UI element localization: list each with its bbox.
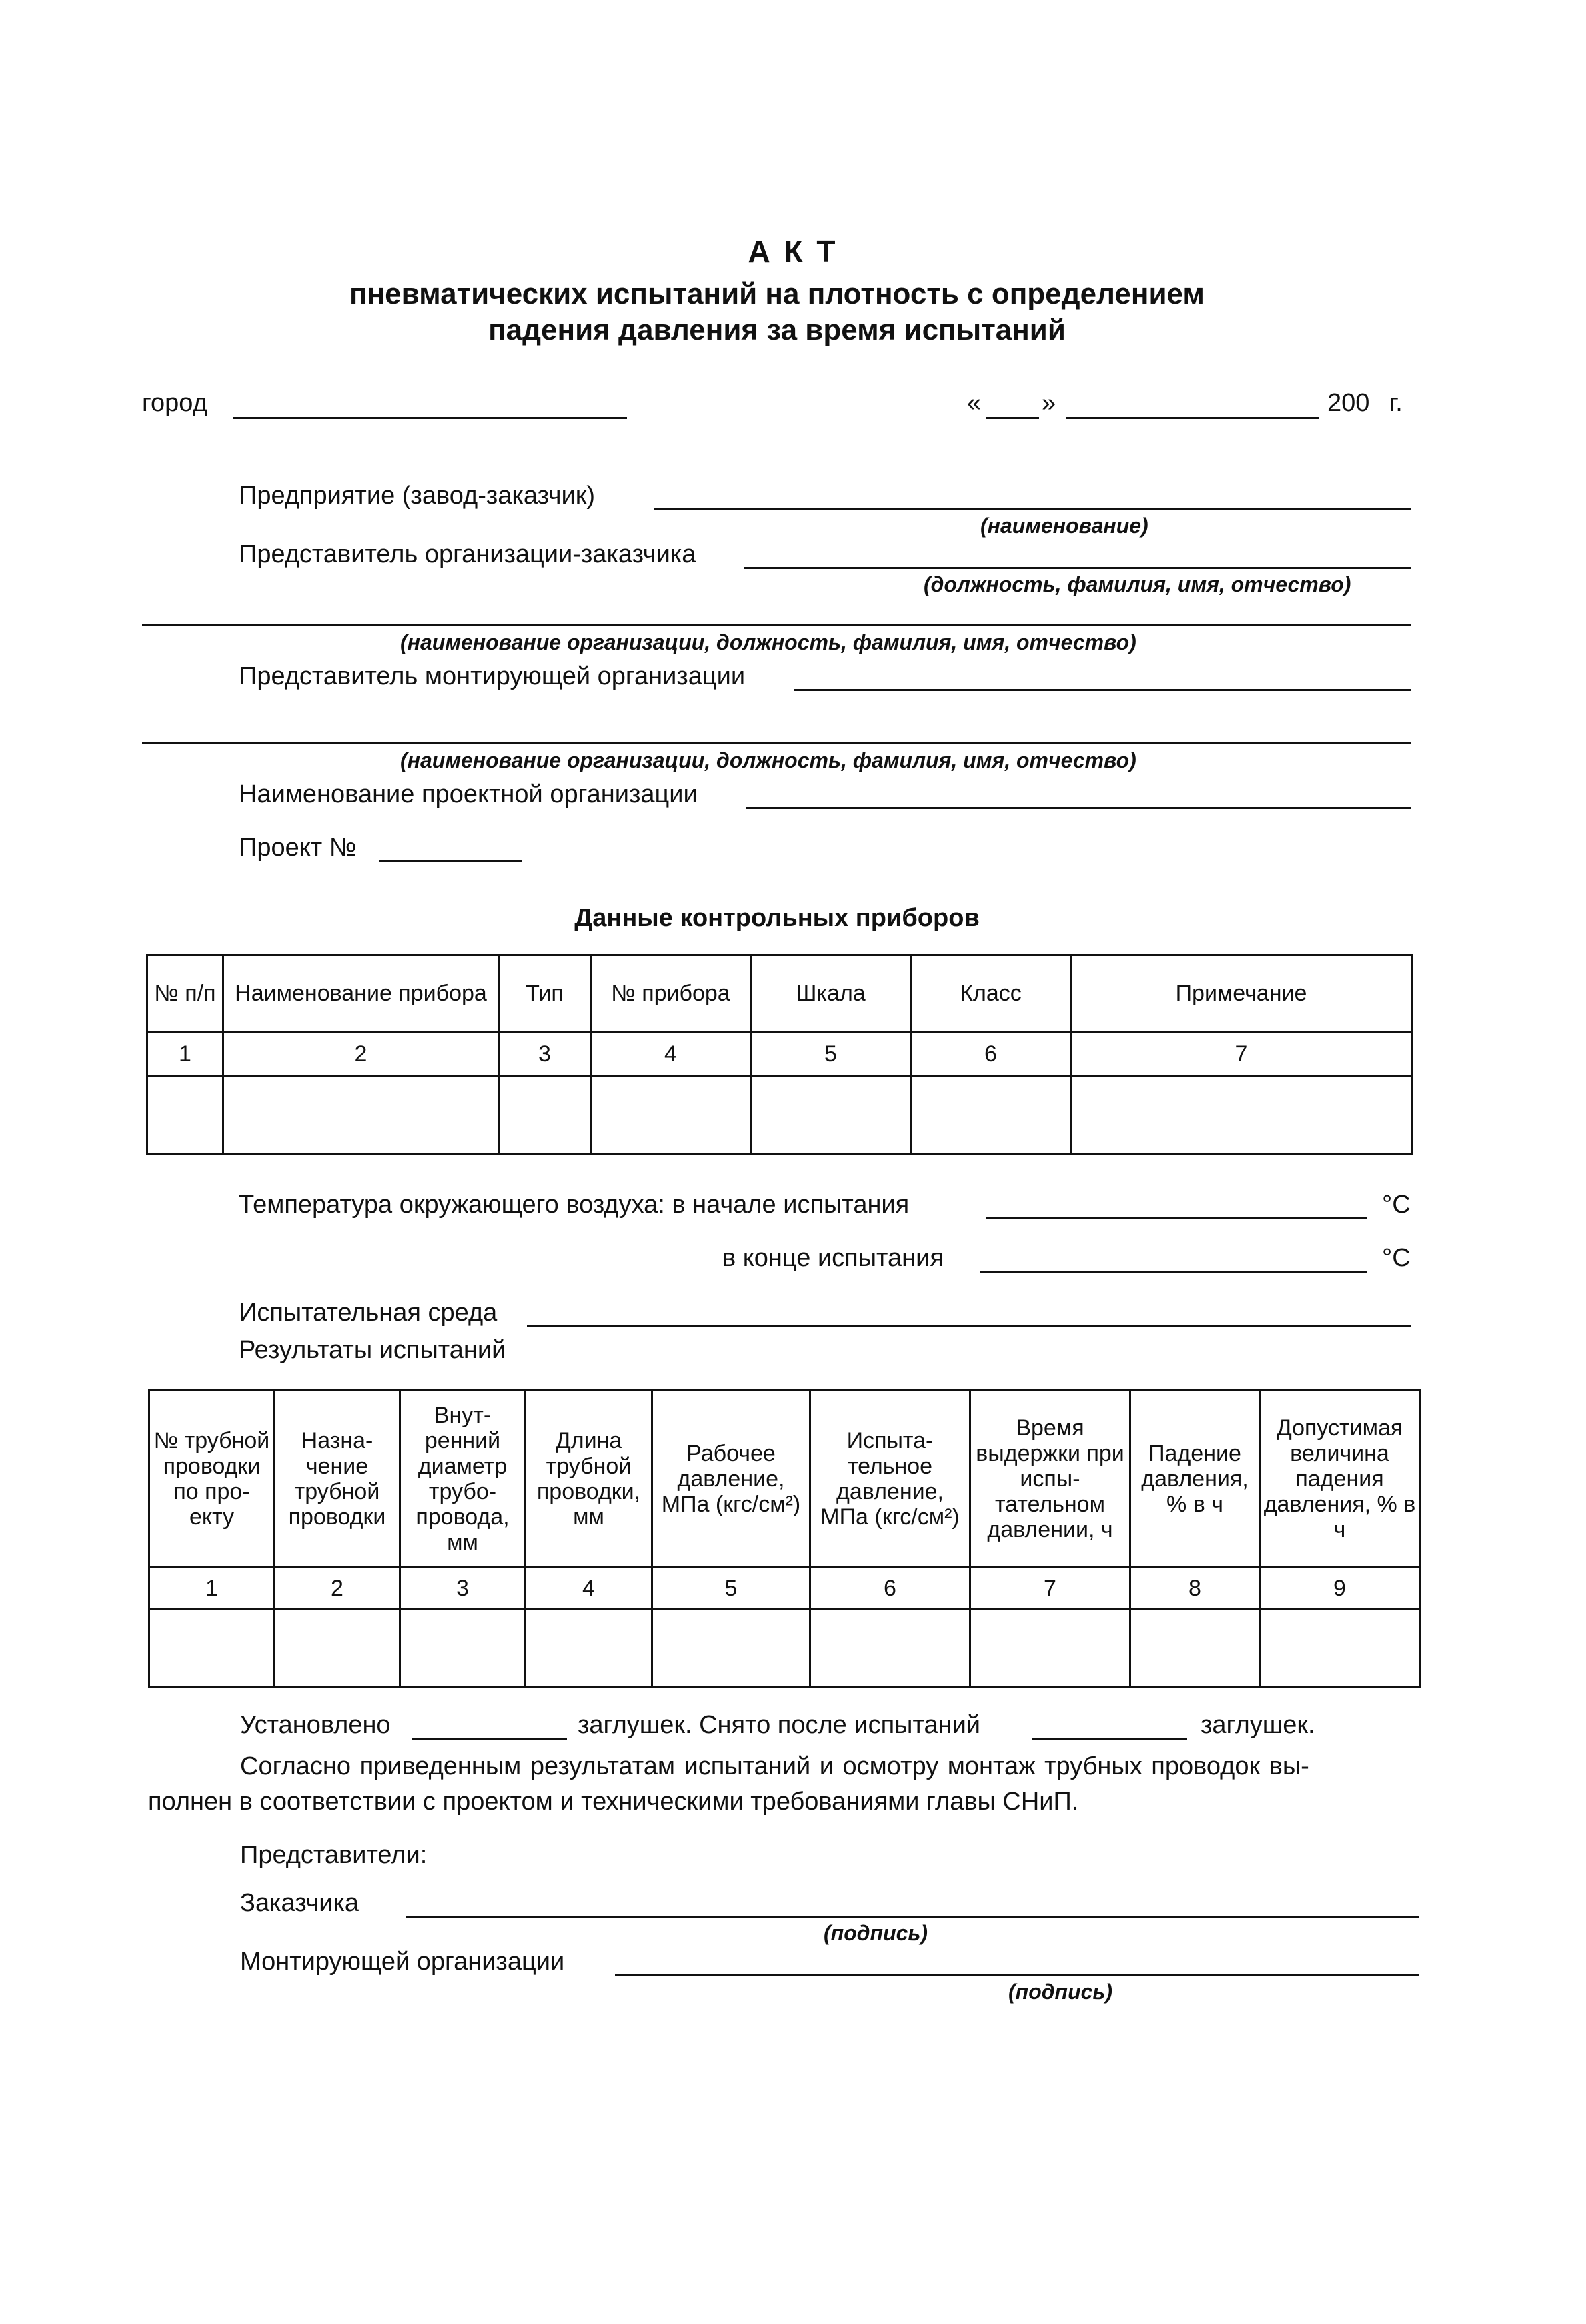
installer-signature-caption: (подпись) xyxy=(1008,1980,1113,2004)
results-empty-cell[interactable] xyxy=(526,1609,652,1688)
results-empty-cell[interactable] xyxy=(810,1609,970,1688)
temp-start-unit: °С xyxy=(1382,1191,1411,1219)
results-number-cell: 6 xyxy=(810,1568,970,1609)
plugs-removed-label: заглушек. Снято после испытаний xyxy=(578,1711,981,1739)
project-number-field[interactable] xyxy=(379,860,522,862)
results-header-cell: Рабочее давление, МПа (кгс/см²) xyxy=(652,1391,810,1568)
date-month-field[interactable] xyxy=(1066,417,1319,419)
customer-rep-label: Представитель организации-заказчика xyxy=(239,540,696,568)
customer-org-field[interactable] xyxy=(142,624,1411,626)
instruments-empty-cell[interactable] xyxy=(911,1076,1071,1154)
instruments-empty-cell[interactable] xyxy=(223,1076,499,1154)
results-label: Результаты испытаний xyxy=(239,1336,506,1364)
results-empty-row[interactable] xyxy=(149,1609,1420,1688)
instruments-header-row xyxy=(147,955,1412,1032)
results-header-row xyxy=(149,1391,1420,1568)
removed-plugs-field[interactable] xyxy=(1032,1738,1187,1740)
results-number-cell: 9 xyxy=(1260,1568,1420,1609)
temp-end-unit: °С xyxy=(1382,1244,1411,1272)
results-header-cell: Испыта-тельное давление, МПа (кгс/см²) xyxy=(810,1391,970,1568)
installer-rep-label: Представитель монтирующей организации xyxy=(239,662,746,690)
design-org-field[interactable] xyxy=(746,807,1411,809)
customer-signature-caption: (подпись) xyxy=(824,1921,928,1945)
customer-signature-label: Заказчика xyxy=(240,1889,359,1917)
instruments-number-row xyxy=(147,1032,1412,1076)
temp-end-field[interactable] xyxy=(980,1271,1367,1273)
instruments-empty-row[interactable] xyxy=(147,1076,1412,1154)
results-number-cell: 2 xyxy=(275,1568,400,1609)
instruments-empty-cell[interactable] xyxy=(591,1076,751,1154)
installer-signature-field[interactable] xyxy=(615,1974,1419,1976)
results-table xyxy=(148,1389,1421,1688)
results-empty-cell[interactable] xyxy=(652,1609,810,1688)
instruments-number-cell: 4 xyxy=(591,1032,751,1076)
instruments-number-cell: 1 xyxy=(147,1032,223,1076)
results-number-cell: 1 xyxy=(149,1568,275,1609)
conclusion-line1: Согласно приведенным результатам испытаний и осмотру монтаж трубных проводок вы- xyxy=(240,1752,1309,1780)
instruments-title: Данные контрольных приборов xyxy=(574,904,980,932)
instruments-header-cell: Примечание xyxy=(1071,955,1412,1032)
instruments-empty-cell[interactable] xyxy=(1071,1076,1412,1154)
enterprise-caption: (наименование) xyxy=(980,514,1148,538)
results-number-cell: 8 xyxy=(1130,1568,1260,1609)
conclusion-line2: полнен в соответствии с проектом и техническими требованиями главы СНиП. xyxy=(148,1788,1079,1816)
instruments-empty-cell[interactable] xyxy=(751,1076,911,1154)
results-header-cell: Падение давления, % в ч xyxy=(1130,1391,1260,1568)
results-header-cell: Время выдержки при испы-тательном давлении, ч xyxy=(970,1391,1130,1568)
results-empty-cell[interactable] xyxy=(1260,1609,1420,1688)
results-number-cell: 3 xyxy=(400,1568,526,1609)
results-number-row xyxy=(149,1568,1420,1609)
date-quote-open: « xyxy=(967,389,982,417)
instruments-header-cell: № п/п xyxy=(147,955,223,1032)
installer-rep-field[interactable] xyxy=(794,689,1411,691)
instruments-header-cell: Класс xyxy=(911,955,1071,1032)
plugs-word: заглушек. xyxy=(1201,1711,1315,1739)
instruments-table xyxy=(146,954,1413,1155)
results-header-cell: Внут-ренний диаметр трубо-провода, мм xyxy=(400,1391,526,1568)
date-day-field[interactable] xyxy=(986,417,1039,419)
enterprise-label: Предприятие (завод-заказчик) xyxy=(239,482,596,510)
customer-signature-field[interactable] xyxy=(406,1916,1419,1918)
results-number-cell: 7 xyxy=(970,1568,1130,1609)
installer-org-field[interactable] xyxy=(142,742,1411,744)
customer-rep-field[interactable] xyxy=(744,567,1411,569)
temp-end-label: в конце испытания xyxy=(722,1244,944,1272)
date-quote-close: » xyxy=(1042,389,1056,417)
installed-label: Установлено xyxy=(240,1711,391,1739)
results-header-cell: Длина трубной проводки, мм xyxy=(526,1391,652,1568)
instruments-header-cell: Наименование прибора xyxy=(223,955,499,1032)
document-title: А К Т xyxy=(748,234,838,269)
representatives-label: Представители: xyxy=(240,1841,428,1869)
results-empty-cell[interactable] xyxy=(400,1609,526,1688)
temp-start-field[interactable] xyxy=(986,1217,1367,1219)
document-subtitle-line2: падения давления за время испытаний xyxy=(488,314,1066,346)
medium-field[interactable] xyxy=(527,1325,1411,1327)
results-number-cell: 5 xyxy=(652,1568,810,1609)
customer-rep-caption: (должность, фамилия, имя, отчество) xyxy=(924,572,1351,596)
design-org-label: Наименование проектной организации xyxy=(239,780,698,808)
city-field[interactable] xyxy=(233,417,627,419)
results-empty-cell[interactable] xyxy=(275,1609,400,1688)
enterprise-field[interactable] xyxy=(654,508,1411,510)
instruments-number-cell: 5 xyxy=(751,1032,911,1076)
instruments-header-cell: Тип xyxy=(499,955,591,1032)
results-header-cell: Назна-чение трубной проводки xyxy=(275,1391,400,1568)
date-year: 200 xyxy=(1327,389,1370,417)
medium-label: Испытательная среда xyxy=(239,1299,498,1327)
installer-signature-label: Монтирующей организации xyxy=(240,1948,565,1976)
results-empty-cell[interactable] xyxy=(970,1609,1130,1688)
instruments-header-cell: Шкала xyxy=(751,955,911,1032)
customer-org-caption: (наименование организации, должность, фамилия, имя, отчество) xyxy=(400,630,1136,654)
temp-start-label: Температура окружающего воздуха: в начале испытания xyxy=(239,1191,910,1219)
instruments-number-cell: 7 xyxy=(1071,1032,1412,1076)
project-label: Проект № xyxy=(239,834,357,862)
city-label: город xyxy=(142,389,207,417)
instruments-number-cell: 3 xyxy=(499,1032,591,1076)
instruments-number-cell: 2 xyxy=(223,1032,499,1076)
instruments-header-cell: № прибора xyxy=(591,955,751,1032)
installer-org-caption: (наименование организации, должность, фамилия, имя, отчество) xyxy=(400,748,1136,772)
results-header-cell: Допустимая величина падения давления, % в ч xyxy=(1260,1391,1420,1568)
instruments-empty-cell[interactable] xyxy=(499,1076,591,1154)
results-empty-cell[interactable] xyxy=(149,1609,275,1688)
instruments-number-cell: 6 xyxy=(911,1032,1071,1076)
installed-plugs-field[interactable] xyxy=(412,1738,567,1740)
results-number-cell: 4 xyxy=(526,1568,652,1609)
date-year-suffix: г. xyxy=(1389,389,1403,417)
results-header-cell: № трубной проводки по про-екту xyxy=(149,1391,275,1568)
document-subtitle-line1: пневматических испытаний на плотность с определением xyxy=(349,277,1205,310)
results-empty-cell[interactable] xyxy=(1130,1609,1260,1688)
instruments-empty-cell[interactable] xyxy=(147,1076,223,1154)
